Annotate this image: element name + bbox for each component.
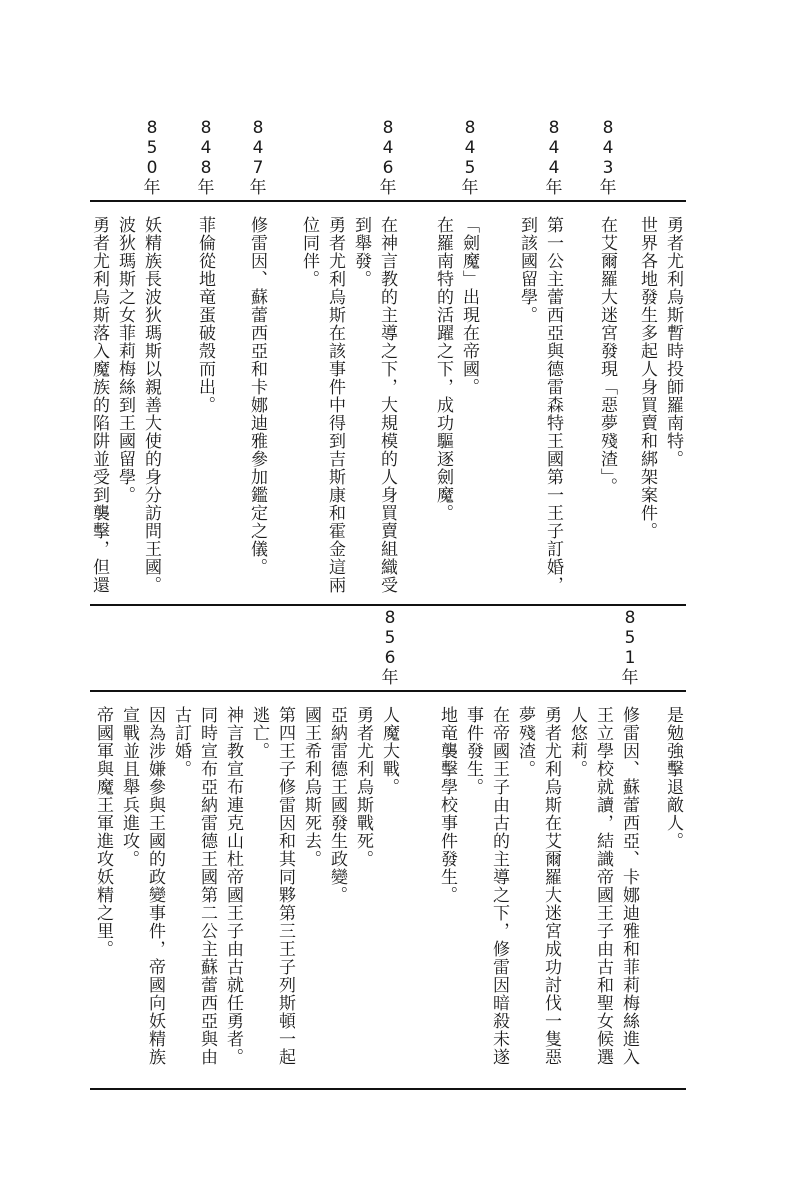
timeline-band-1 bbox=[89, 118, 690, 600]
band2-top-rule bbox=[90, 690, 686, 692]
year-digit: 8 bbox=[602, 118, 614, 138]
event-text-line: 王立學校就讀，結識帝國王子由古和聖女候選 bbox=[593, 706, 613, 1066]
event-text-line: 在艾爾羅大迷宮發現「惡夢殘渣」。 bbox=[597, 216, 617, 496]
event-text-line: 到該國留學。 bbox=[517, 216, 537, 324]
year-digit: 4 bbox=[382, 138, 394, 158]
year-digit: 5 bbox=[384, 628, 396, 648]
year-856 bbox=[380, 608, 400, 688]
event-text-line: 神言教宣布連克山杜帝國王子由古就任勇者。 bbox=[223, 706, 243, 1066]
year-digit: 4 bbox=[464, 138, 476, 158]
event-text-line: 亞納雷德王國發生政變。 bbox=[327, 706, 347, 904]
event-text-line: 妖精族長波狄瑪斯以親善大使的身分訪問王國。 bbox=[141, 216, 161, 594]
year-digit: 8 bbox=[146, 118, 158, 138]
event-text-line: 在帝國王子由古的主導之下，修雷因暗殺未遂 bbox=[489, 706, 509, 1066]
event-text-line: 修雷因、蘇蕾西亞、卡娜迪雅和菲莉梅絲進入 bbox=[619, 706, 639, 1066]
year-digit: 7 bbox=[252, 158, 264, 178]
year-suffix: 年 bbox=[599, 178, 617, 198]
year-suffix: 年 bbox=[381, 668, 399, 688]
year-digit: 8 bbox=[252, 118, 264, 138]
event-text-line: 勇者尤利烏斯暫時投師羅南特。 bbox=[663, 216, 683, 468]
year-850 bbox=[142, 118, 162, 198]
event-text-line: 宣戰並且舉兵進攻。 bbox=[119, 706, 139, 868]
year-848 bbox=[196, 118, 216, 198]
event-text-line: 事件發生。 bbox=[463, 706, 483, 796]
event-text-line: 因為涉嫌參與王國的政變事件，帝國向妖精族 bbox=[145, 706, 165, 1066]
year-digit: 8 bbox=[624, 608, 636, 628]
year-digit: 8 bbox=[548, 118, 560, 138]
event-text-line: 古訂婚。 bbox=[171, 706, 191, 778]
event-text-line: 「劍魔」出現在帝國。 bbox=[459, 216, 479, 396]
event-text-line: 夢殘渣。 bbox=[515, 706, 535, 778]
year-digit: 4 bbox=[548, 138, 560, 158]
year-digit: 8 bbox=[464, 118, 476, 138]
year-suffix: 年 bbox=[379, 178, 397, 198]
year-digit: 5 bbox=[624, 628, 636, 648]
year-suffix: 年 bbox=[143, 178, 161, 198]
year-suffix: 年 bbox=[249, 178, 267, 198]
event-text-line: 菲倫從地竜蛋破殼而出。 bbox=[195, 216, 215, 414]
year-digit: 6 bbox=[382, 158, 394, 178]
event-text-line: 人魔大戰。 bbox=[379, 706, 399, 796]
year-suffix: 年 bbox=[545, 178, 563, 198]
event-text-line: 波狄瑪斯之女菲莉梅絲到王國留學。 bbox=[115, 216, 135, 504]
year-digit: 5 bbox=[146, 138, 158, 158]
year-digit: 4 bbox=[252, 138, 264, 158]
year-844 bbox=[544, 118, 564, 198]
event-text-line: 修雷因、蘇蕾西亞和卡娜迪雅參加鑑定之儀。 bbox=[247, 216, 267, 576]
event-text-line: 帝國軍與魔王軍進攻妖精之里。 bbox=[93, 706, 113, 958]
year-digit: 8 bbox=[382, 118, 394, 138]
year-suffix: 年 bbox=[197, 178, 215, 198]
event-text-line: 逃亡。 bbox=[249, 706, 269, 760]
year-digit: 1 bbox=[624, 648, 636, 668]
timeline-band-2 bbox=[90, 608, 690, 1090]
event-text-line: 勇者尤利烏斯在該事件中得到吉斯康和霍金這兩 bbox=[325, 216, 345, 594]
event-text-line: 勇者尤利烏斯戰死。 bbox=[353, 706, 373, 868]
event-text-line: 在羅南特的活躍之下，成功驅逐劍魔。 bbox=[433, 216, 453, 522]
year-846 bbox=[378, 118, 398, 198]
event-text-line: 到舉發。 bbox=[351, 216, 371, 288]
year-suffix: 年 bbox=[621, 668, 639, 688]
event-text-line: 人悠莉。 bbox=[567, 706, 587, 778]
event-text-line: 同時宣布亞納雷德王國第二公主蘇蕾西亞與由 bbox=[197, 706, 217, 1066]
year-digit: 5 bbox=[464, 158, 476, 178]
year-digit: 3 bbox=[602, 158, 614, 178]
year-851 bbox=[620, 608, 640, 688]
event-text-line: 第一公主蕾西亞與德雷森特王國第一王子訂婚， bbox=[543, 216, 563, 594]
year-digit: 4 bbox=[548, 158, 560, 178]
event-text-line: 是勉強擊退敵人。 bbox=[663, 706, 683, 850]
year-847 bbox=[248, 118, 268, 198]
year-digit: 8 bbox=[200, 118, 212, 138]
year-845 bbox=[460, 118, 480, 198]
event-text-line: 國王希利烏斯死去。 bbox=[301, 706, 321, 868]
event-text-line: 地竜襲擊學校事件發生。 bbox=[437, 706, 457, 904]
year-digit: 4 bbox=[602, 138, 614, 158]
band1-top-rule bbox=[90, 200, 686, 202]
year-digit: 8 bbox=[200, 158, 212, 178]
event-text-line: 位同伴。 bbox=[299, 216, 319, 288]
event-text-line: 勇者尤利烏斯落入魔族的陷阱並受到襲擊，但還 bbox=[89, 216, 109, 594]
year-digit: 4 bbox=[200, 138, 212, 158]
year-digit: 6 bbox=[384, 648, 396, 668]
year-843 bbox=[598, 118, 618, 198]
event-text-line: 在神言教的主導之下，大規模的人身買賣組織受 bbox=[377, 216, 397, 594]
band1-bottom-rule bbox=[90, 604, 686, 606]
event-text-line: 世界各地發生多起人身買賣和綁架案件。 bbox=[637, 216, 657, 540]
event-text-line: 第四王子修雷因和其同夥第三王子列斯頓一起 bbox=[275, 706, 295, 1066]
event-text-line: 勇者尤利烏斯在艾爾羅大迷宮成功討伐一隻惡 bbox=[541, 706, 561, 1066]
year-suffix: 年 bbox=[461, 178, 479, 198]
year-digit: 8 bbox=[384, 608, 396, 628]
year-digit: 0 bbox=[146, 158, 158, 178]
